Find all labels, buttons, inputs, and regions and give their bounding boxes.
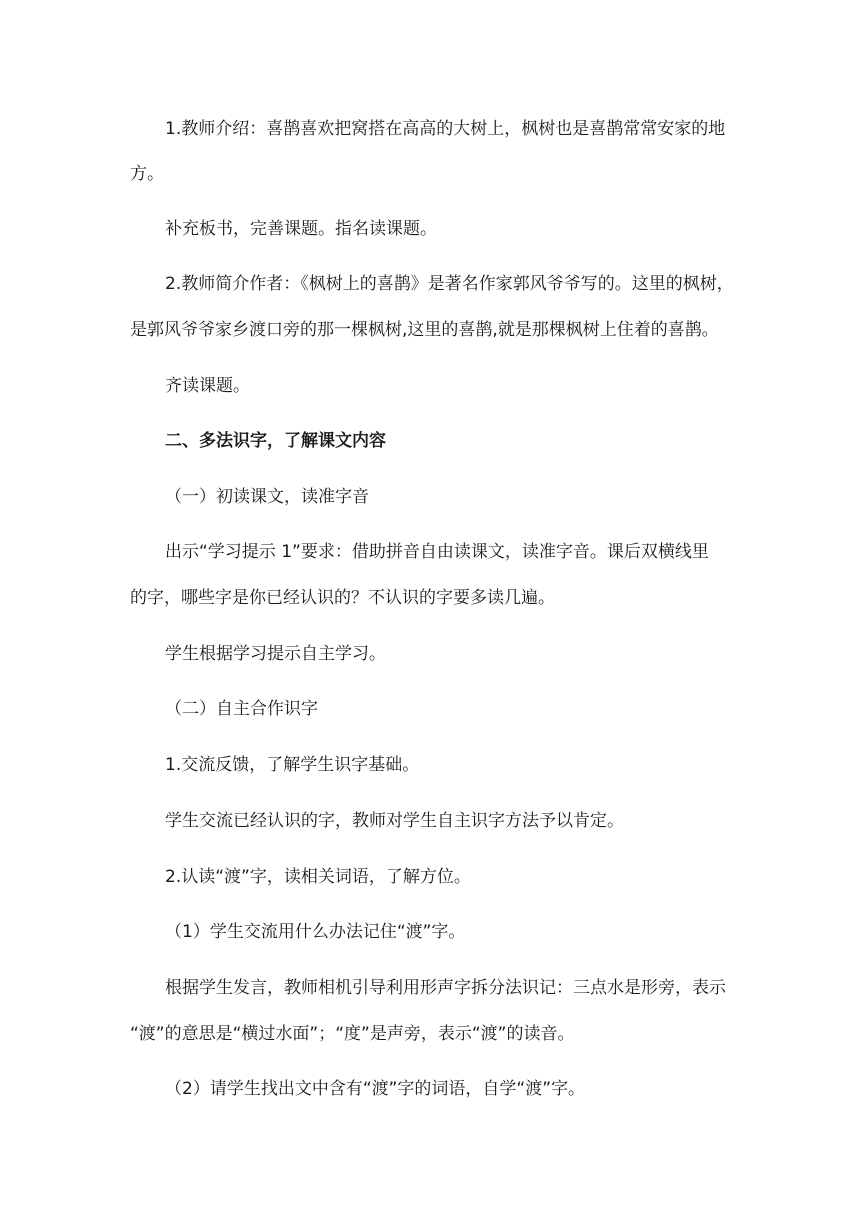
paragraph-line: 2.教师简介作者：《枫树上的喜鹊》是著名作家郭风爷爷写的。这里的枫树， <box>165 274 734 294</box>
paragraph-line: 齐读课题。 <box>165 376 250 396</box>
paragraph-line: 2.认读“渡”字，读相关词语，了解方位。 <box>165 867 471 887</box>
paragraph-line: 方。 <box>130 164 164 184</box>
paragraph-line: 1.交流反馈，了解学生识字基础。 <box>165 755 420 775</box>
paragraph-line: 学生交流已经认识的字，教师对学生自主识字方法予以肯定。 <box>165 811 624 831</box>
paragraph-line: 根据学生发言，教师相机引导利用形声字拆分法识记：三点水是形旁，表示 <box>165 978 726 998</box>
subsection-heading: （一）初读课文，读准字音 <box>165 487 369 507</box>
paragraph-line: 学生根据学习提示自主学习。 <box>165 644 386 664</box>
paragraph-line: 出示“学习提示 1”要求：借助拼音自由读课文，读准字音。课后双横线里 <box>165 542 709 562</box>
paragraph-line: 的字，哪些字是你已经认识的？不认识的字要多读几遍。 <box>130 588 555 608</box>
subsection-heading: （二）自主合作识字 <box>165 699 318 719</box>
paragraph-line: 1.教师介绍：喜鹊喜欢把窝搭在高高的大树上，枫树也是喜鹊常常安家的地 <box>165 119 726 139</box>
paragraph-line: （2）请学生找出文中含有“渡”字的词语，自学“渡”字。 <box>165 1079 586 1099</box>
paragraph-line: 补充板书，完善课题。指名读课题。 <box>165 219 437 239</box>
paragraph-line: （1）学生交流用什么办法记住“渡”字。 <box>165 922 466 942</box>
paragraph-line: “渡”的意思是“横过水面”；“度”是声旁，表示“渡”的读音。 <box>130 1024 575 1044</box>
paragraph-line: 是郭风爷爷家乡渡口旁的那一棵枫树,这里的喜鹊,就是那棵枫树上住着的喜鹊。 <box>130 320 719 340</box>
section-heading: 二、多法识字，了解课文内容 <box>165 431 386 451</box>
